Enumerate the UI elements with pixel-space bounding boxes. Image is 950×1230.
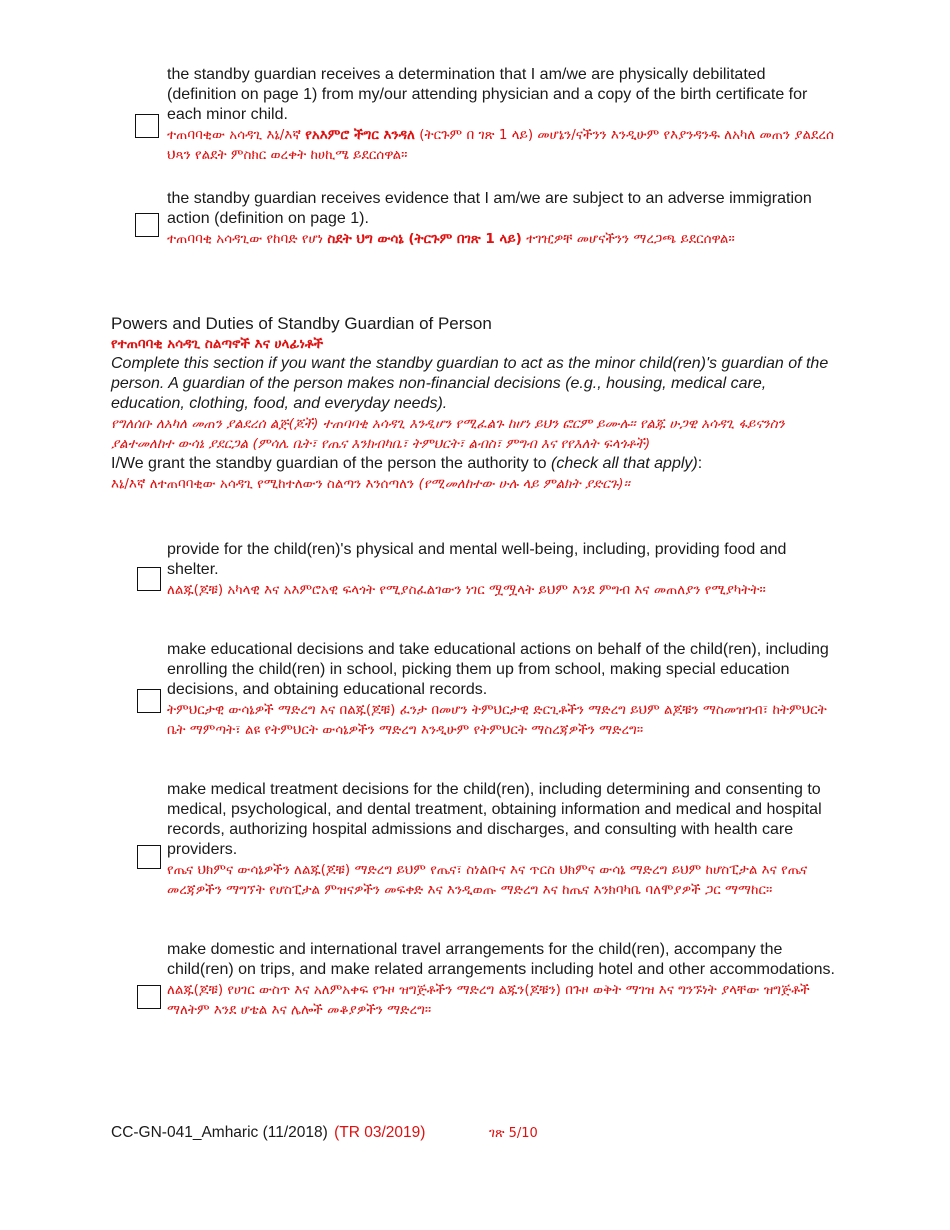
grant-statement-am: እኔ/እኛ ለተጠባባቂው አሳዳጊ የሚከተለውን ስልጣን እንሰጣለን (የሚመለከተው ሁሉ ላይ ምልክት ያድርጉ)። bbox=[111, 476, 630, 492]
condition-physically-debilitated bbox=[167, 65, 839, 165]
section-instructions: Complete this section if you want the standby guardian to act as the minor child(ren)'s guardian of the person. A guardian of the person makes non-financial decisions (e.g., housing, medical care, education, clothing, food, and everyday needs). bbox=[111, 355, 829, 412]
power-am-text: ለልጁ(ጆቹ) አካላዊ እና አእምሮአዊ ፍላጎት የሚያስፈልገውን ነገር ሟሟላት ይህም እንደ ምግብ እና መጠለያን የሚያካትት። bbox=[167, 582, 766, 598]
power-en-text: make medical treatment decisions for the child(ren), including determining and consenting to medical, psychological, and dental treatment, obtaining information and medical and hospital records, authorizing hospital admissions and discharges, and consulting with health care providers. bbox=[167, 781, 822, 858]
power-medical-decisions bbox=[167, 780, 839, 900]
section-title-am: የተጠባባቂ አሳዳጊ ስልጣኖች እና ሀላፊነቶች bbox=[111, 336, 324, 352]
condition-am-text: ተጠባባቂ አሳዳጊው የከባድ የሆነ ስደት ህግ ውሳኔ (ትርጉም በገጽ 1 ላይ) ተገዢዎቸ መሆናችንን ማረጋጫ ይደርሰዋል። bbox=[167, 231, 735, 247]
power-am-text: ትምህርታዊ ውሳኔዎች ማድረግ እና በልጁ(ጆቹ) ፈንታ በመሆን ትምህርታዊ ድርጊቶችን ማድረግ ይህም ልጆቹን ማስመዝገብ፣ ከትምህርት ቤት ማምጣት፣ ልዩ የትምህርት ውሳኔዎችን ማድረግ እንዲሁም የትምህርት ማስረጃዎችን ማድረግ። bbox=[167, 702, 827, 738]
power-am-text: ለልጁ(ጆቹ) የሀገር ውስጥ እና አለምአቀፍ የጉዞ ዝግጅቶችን ማድረግ ልጁን(ጆቹን) በጉዞ ወቅት ማገዝ እና ግንኙነት ያላቸው ዝግጅቶች ማለትም እንደ ሆቴል እና ሌሎች መቆያዎችን ማድረግ። bbox=[167, 982, 810, 1018]
checkbox-adverse-immigration[interactable] bbox=[135, 213, 159, 237]
power-en-text: make domestic and international travel arrangements for the child(ren), accompany the child(ren) on trips, and make related arrangements including hotel and other accommodations. bbox=[167, 941, 835, 978]
condition-en-text: the standby guardian receives evidence that I am/we are subject to an adverse immigration action (definition on page 1). bbox=[167, 190, 812, 227]
condition-am-text: ተጠባባቂው አሳዳጊ እኔ/እኛ የአእምሮ ችግር እንዳለ (ትርጉም በ ገጽ 1 ላይ) መሆኔን/ናችንን እንዲሁም የእያንዳንዱ ለአካለ መጠን ያልደረሰ ህጻን የልደት ምስክር ወረቀት ከሀኪሜ ይደርሰዋል። bbox=[167, 127, 834, 163]
form-id: CC-GN-041_Amharic (11/2018) bbox=[111, 1124, 328, 1141]
checkbox-travel-arrangements[interactable] bbox=[137, 985, 161, 1009]
section-powers-duties bbox=[111, 314, 851, 494]
condition-adverse-immigration bbox=[167, 189, 839, 249]
power-physical-mental-wellbeing bbox=[167, 540, 839, 600]
tr-date: (TR 03/2019) bbox=[334, 1124, 426, 1141]
page-number: ገጽ 5/10 bbox=[489, 1126, 538, 1141]
section-instructions-am: የግለሰቡ ለአካለ መጠን ያልደረሰ ልጅ(ጆች) ተጠባባቂ አሳዳጊ እንዲሆን የሚፈልጉ ከሆነ ይህን ፎርም ይሙሉ። የልጁ ሁጋዊ አሳዳጊ ፋይናንስን ያልተመለከተ ውሳኔ ያደርጋል (ምሳሌ ቤት፣ የጤና እንክብካቤ፣ ትምህርት፣ ልብስ፣ ምግብ እና የየእለት ፍላጎቶች) bbox=[111, 416, 785, 452]
condition-en-text: the standby guardian receives a determination that I am/we are physically debilitated (definition on page 1) from my/our attending physician and a copy of the birth certificate for each minor child. bbox=[167, 66, 808, 123]
section-title: Powers and Duties of Standby Guardian of Person bbox=[111, 314, 492, 333]
checkbox-physically-debilitated[interactable] bbox=[135, 114, 159, 138]
power-educational-decisions bbox=[167, 640, 839, 740]
checkbox-medical-decisions[interactable] bbox=[137, 845, 161, 869]
footer bbox=[111, 1124, 425, 1142]
power-en-text: provide for the child(ren)'s physical and mental well-being, including, providing food and shelter. bbox=[167, 541, 787, 578]
checkbox-educational-decisions[interactable] bbox=[137, 689, 161, 713]
power-am-text: የጤና ህክምና ውሳኔዎችን ለልጁ(ጆቹ) ማድረግ ይህም የጤና፣ ስነልቡና እና ጥርስ ህክምና ውሳኔ ማድረግ ይህም ከሆስፒታል እና የጤና መረጃዎችን ማግኘት የሆስፒታል ምዝናዎችን መፍቀድ እና እንዲወጡ ማድረግ እና ከጤና እንክባካቤ ባለሞያዎች ጋር ማማከር። bbox=[167, 862, 808, 898]
power-travel-arrangements bbox=[167, 940, 839, 1020]
grant-statement: I/We grant the standby guardian of the person the authority to (check all that apply): bbox=[111, 455, 703, 472]
power-en-text: make educational decisions and take educational actions on behalf of the child(ren), including enrolling the child(ren) in school, picking them up from school, making special education decisions, and obtaining educational records. bbox=[167, 641, 829, 698]
checkbox-physical-mental-wellbeing[interactable] bbox=[137, 567, 161, 591]
